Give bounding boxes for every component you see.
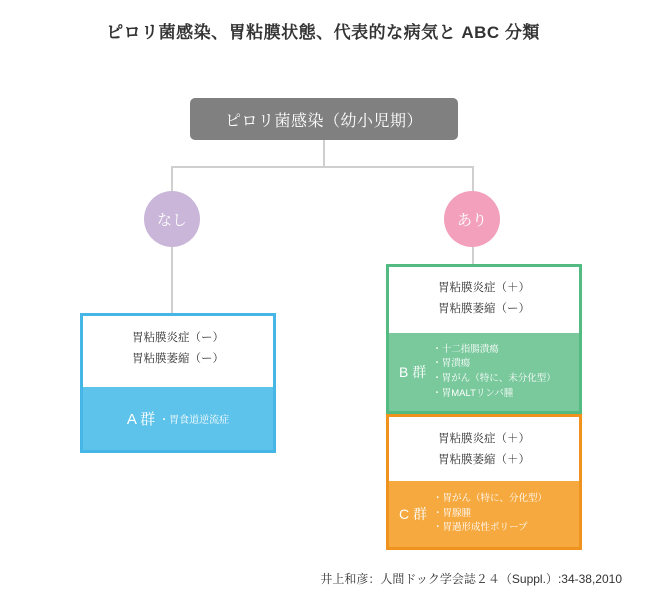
group-b-disease-3: ・胃がん（特に、未分化型） bbox=[432, 373, 556, 384]
branch-circle-ari bbox=[444, 191, 500, 247]
group-b-condition-2: 胃粘膜萎縮（ー） bbox=[438, 303, 530, 316]
group-a-disease-inline: ・胃食道逆流症 bbox=[159, 415, 230, 426]
group-c-disease-list bbox=[433, 492, 547, 536]
group-c-box bbox=[386, 414, 582, 550]
group-c-disease-1: ・胃がん（特に、分化型） bbox=[433, 492, 548, 504]
group-b-conditions bbox=[389, 267, 579, 321]
connector-nashi-to-group-a bbox=[171, 247, 173, 315]
group-c-disease-3: ・胃過形成性ポリープ bbox=[433, 522, 528, 534]
group-a-condition-2: 胃粘膜萎縮（ー） bbox=[132, 353, 224, 366]
branch-label-nashi: なし bbox=[156, 211, 187, 229]
group-a-conditions bbox=[83, 316, 273, 371]
group-b-label: B 群 bbox=[399, 364, 427, 380]
group-a-label: A 群 bbox=[126, 411, 156, 428]
connector-horizontal bbox=[171, 166, 474, 168]
group-a-fill bbox=[83, 387, 273, 450]
group-a-box bbox=[80, 313, 276, 453]
connector-root-down bbox=[323, 140, 325, 168]
group-c-label: C 群 bbox=[399, 506, 427, 522]
group-b-condition-1: 胃粘膜炎症（＋） bbox=[438, 282, 530, 294]
group-c-fill bbox=[389, 481, 579, 547]
group-c-condition-2: 胃粘膜萎縮（＋） bbox=[438, 454, 530, 467]
group-b-disease-1: ・十二指腸潰瘍 bbox=[432, 343, 499, 355]
group-b-fill bbox=[389, 333, 579, 411]
group-b-disease-4: ・胃MALTリンパ腫 bbox=[432, 387, 514, 399]
connector-right-down bbox=[472, 166, 474, 193]
connector-left-down bbox=[171, 166, 173, 193]
root-node-label: ピロリ菌感染（幼小児期） bbox=[224, 112, 423, 130]
group-b-box bbox=[386, 264, 582, 414]
group-b-disease-list bbox=[432, 343, 556, 402]
branch-circle-nashi bbox=[144, 191, 200, 247]
group-c-conditions bbox=[389, 417, 579, 472]
page-title: ピロリ菌感染、胃粘膜状態、代表的な病気と ABC 分類 bbox=[106, 23, 540, 42]
branch-label-ari: あり bbox=[456, 211, 487, 229]
group-c-condition-1: 胃粘膜炎症（＋） bbox=[438, 433, 530, 445]
group-b-disease-2: ・胃潰瘍 bbox=[432, 358, 471, 370]
source-citation: 井上和彦：人間ドック学会誌２４（Suppl.）:34-38,2010 bbox=[320, 572, 622, 586]
group-c-disease-2: ・胃腺腫 bbox=[433, 507, 472, 519]
group-a-condition-1: 胃粘膜炎症（ー） bbox=[132, 332, 224, 344]
root-node bbox=[190, 98, 458, 140]
